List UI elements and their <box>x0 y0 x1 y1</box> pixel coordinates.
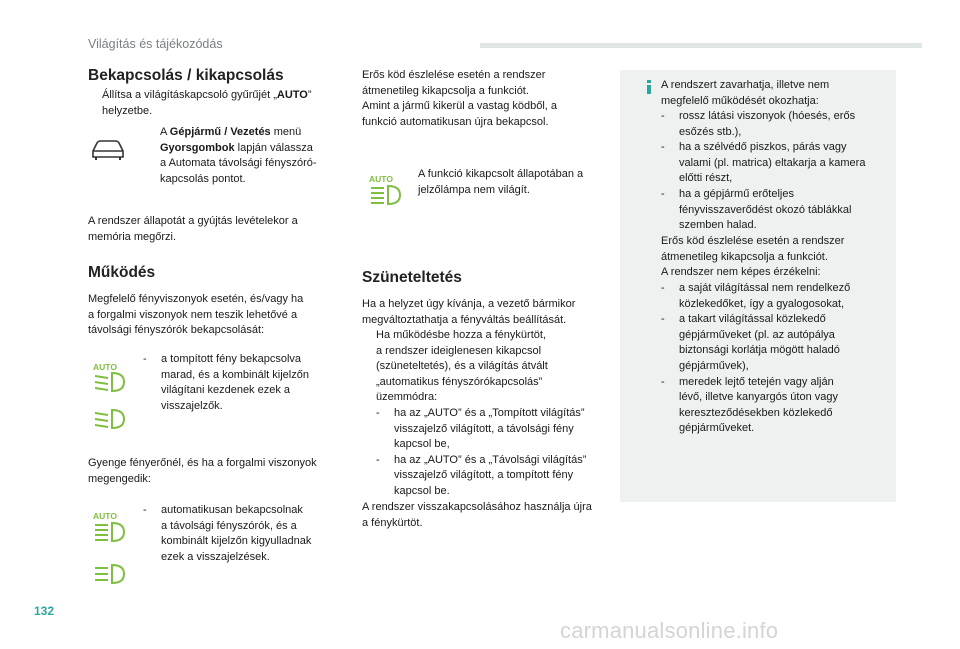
heading-on-off: Bekapcsolás / kikapcsolás <box>88 67 284 84</box>
main-beam-icon <box>92 563 130 585</box>
dipped-beam-icon <box>92 408 130 430</box>
watermark: carmanualsonline.info <box>560 618 779 643</box>
auto-dipped-beam-icon <box>92 362 130 392</box>
memory-note: A rendszer állapotát a gyújtás levételekor a memória megőrzi. <box>88 215 298 243</box>
auto-main-beam-icon <box>92 511 130 543</box>
list-item-main-beam: - automatikusan bekapcsolnak a távolsági fényszórók, és a kombinált kijelzőn kigyulladnak ezek a visszajelzések. <box>143 504 312 563</box>
heading-pause: Szüneteltetés <box>362 269 462 286</box>
list-item-dipped: - a tompított fény bekapcsolva marad, és a kombinált kijelzőn világítani kezdenek ezek a visszajelzők. <box>143 353 309 412</box>
section-title: Világítás és tájékozódás <box>88 37 223 51</box>
auto-keyword: AUTO <box>276 89 308 101</box>
svg-text:AUTO: AUTO <box>93 362 117 372</box>
pause-text: Ha a helyzet úgy kívánja, a vezető bármikor megváltoztathatja a fényváltás beállítását. <box>362 298 576 326</box>
low-light-text: Gyenge fényerőnél, és ha a forgalmi viszonyok megengedik: <box>88 457 317 485</box>
info-icon <box>647 80 651 94</box>
svg-text:AUTO: AUTO <box>369 174 393 184</box>
info-intro: A rendszert zavarhatja, illetve nem megfelelő működését okozhatja: <box>661 79 830 107</box>
step-ring-auto: Állítsa a világításkapcsoló gyűrűjét „AUTO” helyzetbe. <box>102 89 312 117</box>
auto-beam-off-icon <box>368 174 406 206</box>
info-list-1: - rossz látási viszonyok (hóesés, erős esőzés stb.), - ha a szélvédő piszkos, párás vagy valami (pl. matrica) eltakarja a kamera előtti részt, - ha a gépjármű erőteljes fényvisszaverődést okozó táblákkal szemben halad. <box>661 110 866 232</box>
resume-text: A rendszer visszakapcsolásához használja újra a fénykürtöt. <box>362 501 592 529</box>
pause-sublist: - ha az „AUTO” és a „Tompított világítás” visszajelző világított, a távolsági fény kapcsol be, - ha az „AUTO” és a „Távolsági világítás” visszajelző világított, a tompított fény kapcsol be. <box>376 407 587 497</box>
info-mid: Erős köd észlelése esetén a rendszer átmenetileg kikapcsolja a funkciót. A rendszer nem képes érzékelni: <box>661 235 845 279</box>
info-list-2: - a saját világítással nem rendelkező közlekedőket, így a gyalogosokat, - a takart világítással közlekedő gépjárműveket (pl. az autópálya biztonsági korlátja mögött haladó gépjárművek), - meredek lejtő tetején vagy alján lévő, illetve kanyargós úton vagy kereszteződésekben közlekedő gépjárműveket. <box>661 282 851 435</box>
operation-text: Megfelelő fényviszonyok esetén, és/vagy ha a forgalmi viszonyok nem teszik lehetővé a távolsági fényszórók bekapcsolását: <box>88 293 304 337</box>
step-vehicle-menu: A Gépjármű / Vezetés menü Gyorsgombok lapján válassza a Automata távolsági fényszóró- kapcsolás pontot. <box>160 126 317 185</box>
pause-bullet: Ha működésbe hozza a fénykürtöt, a rendszer ideiglenesen kikapcsol (szüneteltetés), és a világítás átvált „automatikus fényszórókapcsolás” üzemmódra: <box>376 329 548 404</box>
off-state-text: A funkció kikapcsolt állapotában a jelzőlámpa nem világít. <box>418 168 584 196</box>
header-bar <box>480 43 922 48</box>
car-icon <box>90 139 126 161</box>
fog-text: Erős köd észlelése esetén a rendszer átmenetileg kikapcsolja a funkciót. Amint a jármű kikerül a vastag ködből, a funkció automatikusan újra bekapcsol. <box>362 69 558 128</box>
page-number: 132 <box>34 604 55 618</box>
svg-text:AUTO: AUTO <box>93 511 117 521</box>
heading-operation: Működés <box>88 264 156 281</box>
